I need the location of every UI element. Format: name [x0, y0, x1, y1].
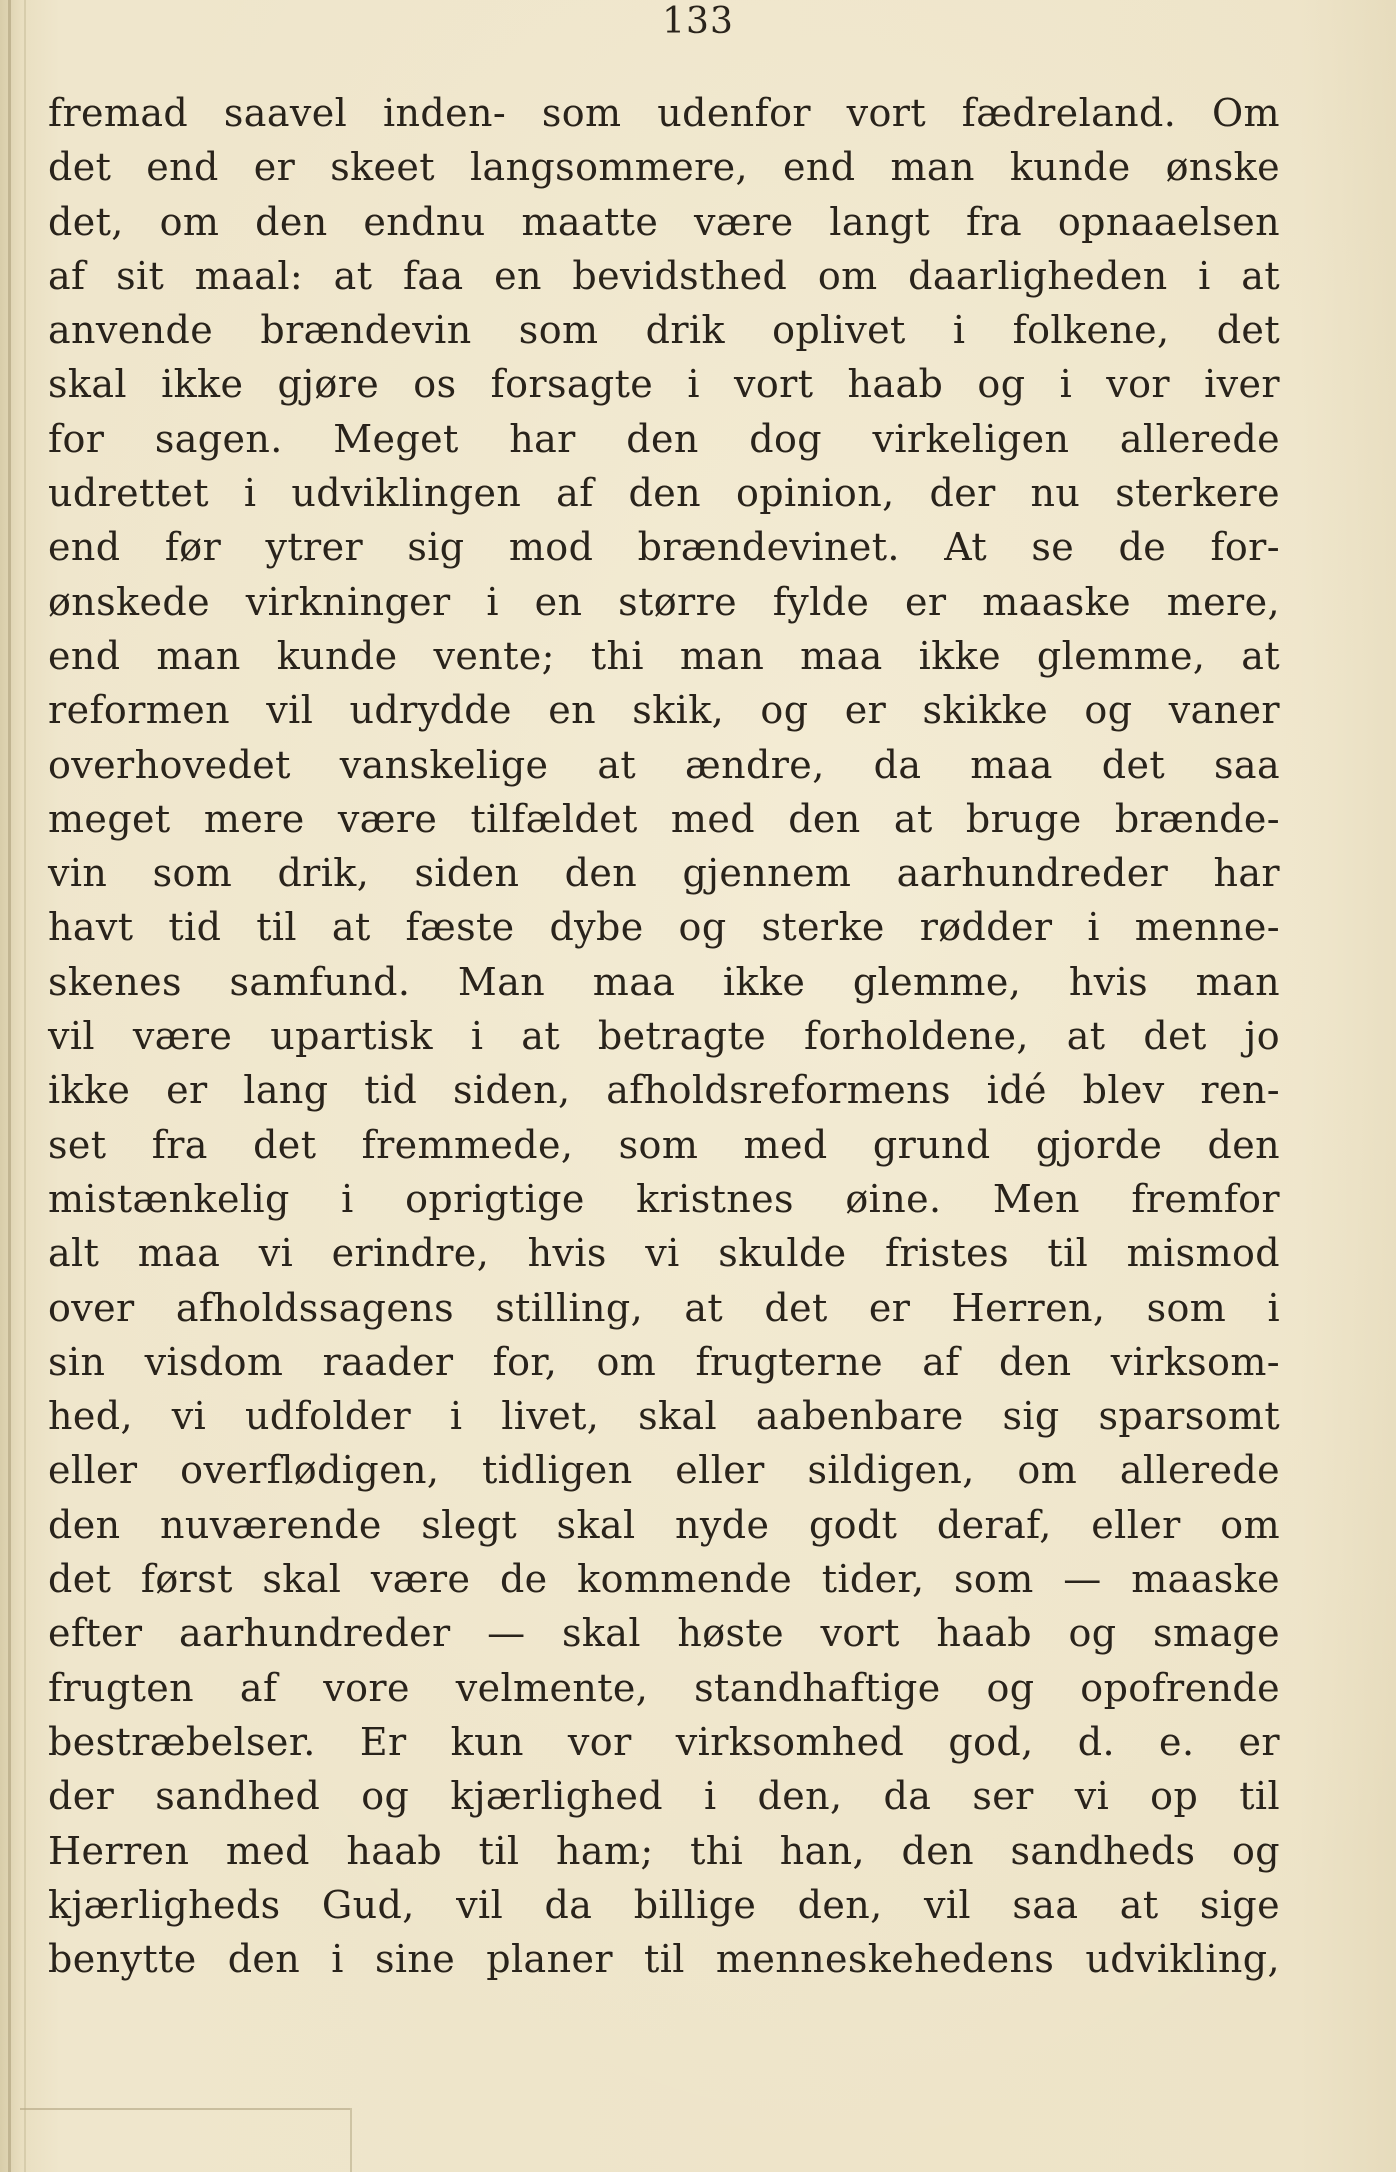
text-line: fremad saavel inden- som udenfor vort fædreland. Om: [48, 91, 1280, 135]
text-line: reformen vil udrydde en skik, og er skikke og vaner: [48, 688, 1280, 733]
text-line: overhovedet vanskelige at ændre, da maa det saa: [48, 742, 1280, 787]
text-line: set fra det fremmede, som med grund gjorde den: [48, 1122, 1280, 1167]
text-line: eller overflødigen, tidligen eller sildigen, om allerede: [48, 1448, 1280, 1493]
text-line: end man kunde vente; thi man maa ikke glemme, at: [48, 633, 1280, 678]
text-line: anvende brændevin som drik oplivet i folkene, det: [48, 308, 1280, 353]
text-line: havt tid til at fæste dybe og sterke rødder i menne-: [48, 905, 1280, 950]
text-line: frugten af vore velmente, standhaftige og opofrende: [48, 1665, 1280, 1710]
text-line: vil være upartisk i at betragte forholdene, at det jo: [48, 1014, 1280, 1059]
text-line: af sit maal: at faa en bevidsthed om daarligheden i at: [48, 253, 1280, 298]
text-line: bestræbelser. Er kun vor virksomhed god, d. e. er: [48, 1719, 1280, 1764]
page-number: 133: [662, 1, 734, 42]
text-line: for sagen. Meget har den dog virkeligen allerede: [48, 416, 1280, 461]
binding-shadow: [24, 0, 26, 2172]
text-line: der sandhed og kjærlighed i den, da ser vi op til: [48, 1774, 1280, 1819]
text-line: Herren med haab til ham; thi han, den sandheds og: [48, 1828, 1280, 1873]
text-line: meget mere være tilfældet med den at bruge brænde-: [48, 796, 1280, 841]
text-line: efter aarhundreder — skal høste vort haab og smage: [48, 1611, 1280, 1656]
text-line: skal ikke gjøre os forsagte i vort haab og i vor iver: [48, 362, 1280, 407]
text-line: sin visdom raader for, om frugterne af den virksom-: [48, 1339, 1280, 1384]
page-corner-tick: [350, 2108, 352, 2172]
binding-edge: [8, 0, 11, 2172]
text-line: det først skal være de kommende tider, som — maaske: [48, 1557, 1280, 1602]
text-line: ikke er lang tid siden, afholdsreformens idé blev ren-: [48, 1068, 1280, 1113]
text-line: den nuværende slegt skal nyde godt deraf, eller om: [48, 1502, 1280, 1547]
text-line: ønskede virkninger i en større fylde er maaske mere,: [48, 579, 1280, 624]
text-line: det end er skeet langsommere, end man kunde ønske: [48, 145, 1280, 190]
text-line: udrettet i udviklingen af den opinion, der nu sterkere: [48, 471, 1280, 516]
text-line: skenes samfund. Man maa ikke glemme, hvis man: [48, 959, 1280, 1004]
text-line: kjærligheds Gud, vil da billige den, vil saa at sige: [48, 1882, 1280, 1927]
text-line: det, om den endnu maatte være langt fra opnaaelsen: [48, 199, 1280, 244]
text-line: hed, vi udfolder i livet, skal aabenbare sig sparsomt: [48, 1394, 1280, 1439]
text-line: benytte den i sine planer til menneskehedens udvikling,: [48, 1937, 1280, 1982]
body-text: [48, 86, 1280, 1986]
text-line: mistænkelig i oprigtige kristnes øine. Men fremfor: [48, 1176, 1280, 1221]
text-line: vin som drik, siden den gjennem aarhundreder har: [48, 851, 1280, 896]
text-line: alt maa vi erindre, hvis vi skulde fristes til mismod: [48, 1231, 1280, 1276]
text-line: over afholdssagens stilling, at det er Herren, som i: [48, 1285, 1280, 1330]
text-line: end før ytrer sig mod brændevinet. At se de for-: [48, 525, 1280, 570]
page-corner-rule: [20, 2108, 350, 2110]
